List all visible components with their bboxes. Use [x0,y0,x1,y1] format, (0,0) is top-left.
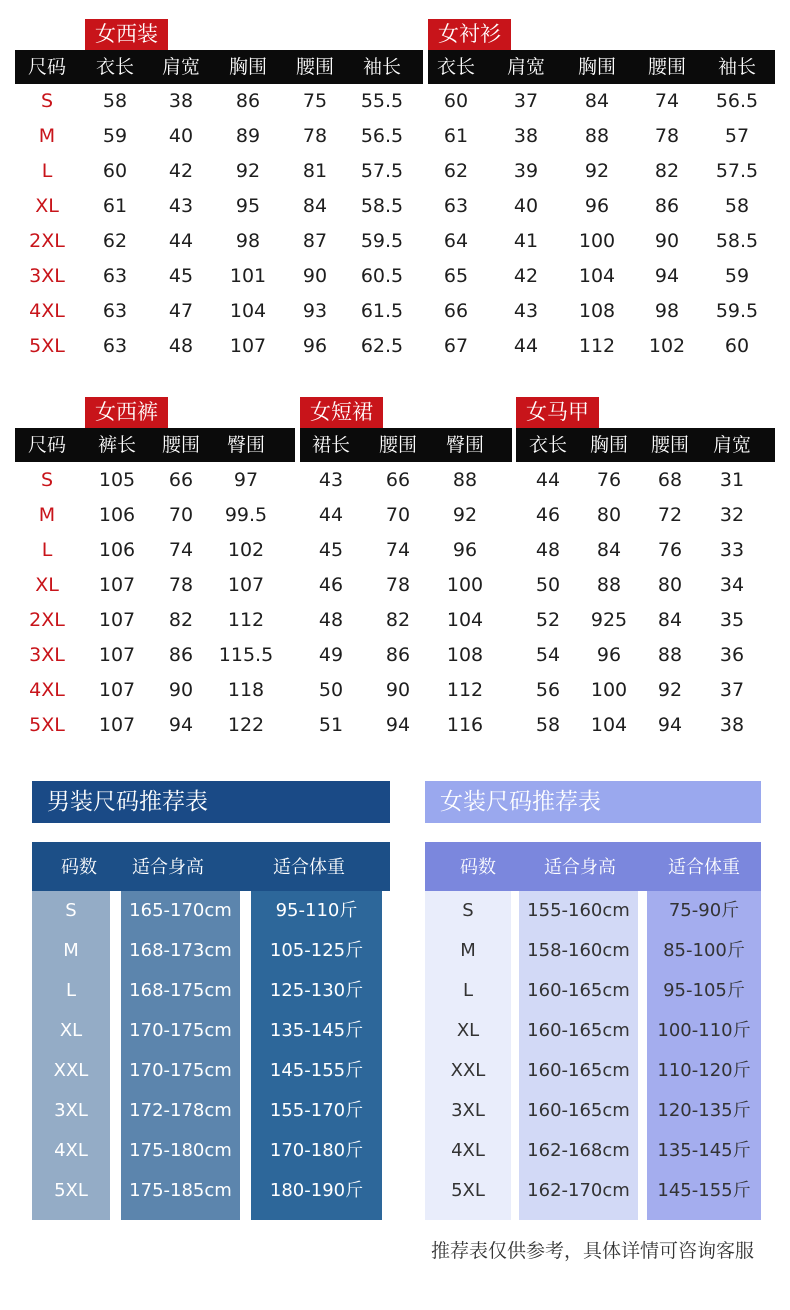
skirt-header-1: 腰围 [378,434,417,456]
vest-cell: 76 [596,469,622,491]
men_rec-cell: M [63,940,79,961]
vest-cell: 50 [535,574,561,596]
pants-cell: 107 [98,644,136,666]
skirt-cell: 43 [318,469,344,491]
shirt-cell: 38 [513,125,539,147]
shirt-cell: 98 [654,300,680,322]
suit-cell: 92 [235,160,261,182]
men_rec-cell: 95-110斤 [275,900,358,921]
men_rec-cell: 125-130斤 [269,980,364,1001]
shirt-cell: 42 [513,265,539,287]
shirt-cell: 86 [654,195,680,217]
skirt-cell: 78 [385,574,411,596]
shirt-title-label: 女衬衫 [428,19,511,50]
suit-cell: 107 [229,335,267,357]
shirt-cell: 57.5 [715,160,759,182]
vest-cell: 58 [535,714,561,736]
shirt-cell: 37 [513,90,539,112]
shirt-cell: 100 [578,230,616,252]
suit-cell: 75 [302,90,328,112]
top-size-3xl: 3XL [29,265,65,287]
women_rec-cell: 95-105斤 [663,980,745,1001]
vest-cell: 84 [596,539,622,561]
shirt-cell: 94 [654,265,680,287]
men_rec-cell: 172-178cm [129,1100,232,1121]
women_rec-cell: 162-170cm [527,1180,630,1201]
vest-title-label: 女马甲 [516,397,599,428]
shirt-cell: 82 [654,160,680,182]
pants-cell: 107 [98,609,136,631]
skirt-cell: 94 [385,714,411,736]
skirt-cell: 44 [318,504,344,526]
suit-cell: 87 [302,230,328,252]
skirt-cell: 92 [452,504,478,526]
women_rec-cell: 120-135斤 [657,1100,751,1121]
women_rec-cell: 160-165cm [527,980,630,1001]
women_rec-cell: 100-110斤 [657,1020,751,1041]
suit-cell: 101 [229,265,267,287]
men_rec-cell: S [65,900,77,921]
skirt-cell: 90 [385,679,411,701]
skirt-cell: 66 [385,469,411,491]
shirt-cell: 78 [654,125,680,147]
shirt-cell: 92 [584,160,610,182]
vest-cell: 48 [535,539,561,561]
shirt-cell: 90 [654,230,680,252]
pants-cell: 90 [168,679,194,701]
shirt-cell: 40 [513,195,539,217]
suit-cell: 45 [168,265,194,287]
suit-cell: 96 [302,335,328,357]
skirt-cell: 74 [385,539,411,561]
pants-cell: 94 [168,714,194,736]
women_rec-header-2: 适合体重 [668,857,740,878]
suit-cell: 43 [168,195,194,217]
vest-cell: 88 [596,574,622,596]
men_rec-cell: L [65,980,77,1001]
men_rec-cell: 175-180cm [129,1140,232,1161]
vest-cell: 100 [590,679,628,701]
vest-cell: 72 [657,504,683,526]
pants-header-1: 腰围 [161,434,200,456]
footer-note: 推荐表仅供参考，具体详情可咨询客服 [430,1240,754,1262]
suit-cell: 98 [235,230,261,252]
vest-cell: 76 [657,539,683,561]
vest-cell: 33 [719,539,745,561]
men_rec-cell: 175-185cm [129,1180,232,1201]
suit-cell: 81 [302,160,328,182]
vest-cell: 84 [657,609,683,631]
skirt-cell: 50 [318,679,344,701]
men_rec-cell: 5XL [54,1180,88,1201]
pants-cell: 97 [233,469,259,491]
men_rec-header-0: 码数 [61,857,97,878]
vest-cell: 35 [719,609,745,631]
pants-cell: 107 [98,714,136,736]
shirt-header-3: 腰围 [647,56,686,78]
suit-cell: 40 [168,125,194,147]
vest-cell: 925 [590,609,628,631]
skirt-cell: 96 [452,539,478,561]
women_rec-cell: 160-165cm [527,1100,630,1121]
shirt-cell: 43 [513,300,539,322]
suit-cell: 78 [302,125,328,147]
top-size-s: S [40,90,54,112]
vest-cell: 38 [719,714,745,736]
suit-cell: 57.5 [360,160,404,182]
top-size-4xl: 4XL [29,300,65,322]
bottom-size-header: 尺码 [27,434,66,456]
shirt-cell: 84 [584,90,610,112]
suit-header-2: 胸围 [228,56,267,78]
shirt-cell: 59 [724,265,750,287]
skirt-cell: 46 [318,574,344,596]
top-size-2xl: 2XL [29,230,65,252]
suit-cell: 90 [302,265,328,287]
bottom-size-2xl: 2XL [29,609,65,631]
men_rec-cell: 4XL [54,1140,88,1161]
vest-cell: 31 [719,469,745,491]
pants-cell: 112 [227,609,265,631]
pants-header-2: 臀围 [226,434,265,456]
skirt-title-label: 女短裙 [300,397,383,428]
skirt-cell: 108 [446,644,484,666]
women_rec-banner: 女装尺码推荐表 [425,781,761,823]
vest-cell: 96 [596,644,622,666]
pants-cell: 122 [227,714,265,736]
vest-cell: 88 [657,644,683,666]
top-size-l: L [41,160,53,182]
skirt-header-0: 裙长 [311,434,350,456]
suit-cell: 61.5 [360,300,404,322]
skirt-cell: 82 [385,609,411,631]
bottom-size-3xl: 3XL [29,644,65,666]
shirt-header-0: 衣长 [436,56,475,78]
women_rec-header-0: 码数 [460,857,496,878]
suit-cell: 48 [168,335,194,357]
women_rec-cell: 75-90斤 [668,900,740,921]
suit-cell: 63 [102,300,128,322]
skirt-cell: 45 [318,539,344,561]
shirt-cell: 62 [443,160,469,182]
vest-cell: 80 [596,504,622,526]
suit-header-3: 腰围 [295,56,334,78]
shirt-cell: 60 [724,335,750,357]
shirt-header-1: 肩宽 [506,56,545,78]
suit-header-4: 袖长 [362,56,401,78]
vest-cell: 46 [535,504,561,526]
men_rec-banner: 男装尺码推荐表 [32,781,390,823]
women_rec-cell: 4XL [451,1140,485,1161]
suit-cell: 55.5 [360,90,404,112]
pants-header-0: 裤长 [97,434,136,456]
men_rec-cell: 168-173cm [129,940,232,961]
suit-cell: 47 [168,300,194,322]
suit-header-1: 肩宽 [161,56,200,78]
skirt-cell: 88 [452,469,478,491]
men_rec-cell: 135-145斤 [269,1020,364,1041]
pants-cell: 107 [98,574,136,596]
suit-header-0: 衣长 [95,56,134,78]
suit-cell: 95 [235,195,261,217]
women_rec-cell: 162-168cm [527,1140,630,1161]
vest-header-3: 肩宽 [712,434,751,456]
shirt-cell: 96 [584,195,610,217]
men_rec-cell: 145-155斤 [269,1060,364,1081]
shirt-cell: 56.5 [715,90,759,112]
shirt-cell: 58.5 [715,230,759,252]
bottom-size-l: L [41,539,53,561]
top-size-xl: XL [35,195,59,217]
shirt-header-2: 胸围 [577,56,616,78]
shirt-cell: 60 [443,90,469,112]
vest-cell: 52 [535,609,561,631]
skirt-cell: 49 [318,644,344,666]
vest-header-0: 衣长 [528,434,567,456]
skirt-cell: 104 [446,609,484,631]
shirt-header-4: 袖长 [717,56,756,78]
pants-cell: 78 [168,574,194,596]
vest-cell: 44 [535,469,561,491]
shirt-cell: 88 [584,125,610,147]
shirt-cell: 63 [443,195,469,217]
shirt-cell: 108 [578,300,616,322]
skirt-header-2: 臀围 [445,434,484,456]
pants-cell: 115.5 [218,644,274,666]
suit-cell: 38 [168,90,194,112]
vest-cell: 36 [719,644,745,666]
women_rec-cell: 160-165cm [527,1060,630,1081]
suit-cell: 63 [102,265,128,287]
pants-cell: 105 [98,469,136,491]
suit-cell: 62.5 [360,335,404,357]
shirt-cell: 65 [443,265,469,287]
suit-cell: 61 [102,195,128,217]
pants-cell: 107 [98,679,136,701]
men_rec-cell: 180-190斤 [269,1180,364,1201]
vest-cell: 32 [719,504,745,526]
men_rec-header-1: 适合身高 [132,857,204,878]
women_rec-cell: 110-120斤 [657,1060,751,1081]
suit-cell: 86 [235,90,261,112]
women_rec-cell: XXL [450,1060,486,1081]
pants-cell: 106 [98,539,136,561]
suit-cell: 59.5 [360,230,404,252]
vest-cell: 37 [719,679,745,701]
suit-cell: 62 [102,230,128,252]
suit-cell: 63 [102,335,128,357]
suit-cell: 93 [302,300,328,322]
women_rec-cell: 135-145斤 [657,1140,751,1161]
shirt-cell: 61 [443,125,469,147]
women_rec-cell: 3XL [451,1100,485,1121]
vest-cell: 94 [657,714,683,736]
suit-cell: 89 [235,125,261,147]
pants-cell: 106 [98,504,136,526]
pants-cell: 102 [227,539,265,561]
men_rec-cell: 168-175cm [129,980,232,1001]
skirt-cell: 51 [318,714,344,736]
suit-cell: 42 [168,160,194,182]
women_rec-cell: M [460,940,476,961]
shirt-cell: 74 [654,90,680,112]
suit-cell: 60 [102,160,128,182]
men_rec-cell: 105-125斤 [269,940,364,961]
top-size-m: M [38,125,56,147]
women_rec-cell: XL [456,1020,480,1041]
men_rec-cell: 3XL [54,1100,88,1121]
suit-cell: 84 [302,195,328,217]
shirt-cell: 112 [578,335,616,357]
skirt-cell: 86 [385,644,411,666]
pants-cell: 107 [227,574,265,596]
pants-title-label: 女西裤 [85,397,168,428]
men_rec-cell: 170-180斤 [269,1140,364,1161]
vest-cell: 68 [657,469,683,491]
suit-cell: 104 [229,300,267,322]
pants-cell: 66 [168,469,194,491]
shirt-cell: 67 [443,335,469,357]
men_rec-header-2: 适合体重 [273,857,345,878]
vest-header-2: 腰围 [650,434,689,456]
vest-cell: 56 [535,679,561,701]
vest-cell: 80 [657,574,683,596]
women_rec-cell: 145-155斤 [657,1180,751,1201]
pants-cell: 82 [168,609,194,631]
vest-cell: 104 [590,714,628,736]
women_rec-cell: 155-160cm [527,900,630,921]
skirt-cell: 112 [446,679,484,701]
men_rec-cell: 170-175cm [129,1020,232,1041]
men_rec-cell: 170-175cm [129,1060,232,1081]
shirt-cell: 57 [724,125,750,147]
skirt-cell: 100 [446,574,484,596]
bottom-size-4xl: 4XL [29,679,65,701]
skirt-cell: 48 [318,609,344,631]
women_rec-cell: 85-100斤 [663,940,745,961]
women_rec-cell: 5XL [451,1180,485,1201]
pants-cell: 74 [168,539,194,561]
men_rec-cell: XXL [53,1060,89,1081]
suit-cell: 59 [102,125,128,147]
shirt-cell: 104 [578,265,616,287]
bottom-size-xl: XL [35,574,59,596]
men_rec-cell: 155-170斤 [269,1100,364,1121]
top-size-header: 尺码 [27,56,66,78]
shirt-cell: 39 [513,160,539,182]
shirt-cell: 58 [724,195,750,217]
women_rec-cell: 158-160cm [527,940,630,961]
men_rec-cell: 165-170cm [129,900,232,921]
women_rec-cell: S [462,900,474,921]
vest-cell: 92 [657,679,683,701]
shirt-cell: 64 [443,230,469,252]
suit-cell: 58.5 [360,195,404,217]
shirt-cell: 102 [648,335,686,357]
shirt-cell: 66 [443,300,469,322]
men_rec-cell: XL [59,1020,83,1041]
vest-header-1: 胸围 [589,434,628,456]
pants-cell: 118 [227,679,265,701]
shirt-cell: 44 [513,335,539,357]
suit-cell: 44 [168,230,194,252]
bottom-size-5xl: 5XL [29,714,65,736]
pants-cell: 86 [168,644,194,666]
shirt-cell: 59.5 [715,300,759,322]
pants-cell: 70 [168,504,194,526]
women_rec-cell: 160-165cm [527,1020,630,1041]
suit-title-label: 女西装 [85,19,168,50]
women_rec-header-1: 适合身高 [544,857,616,878]
suit-cell: 56.5 [360,125,404,147]
skirt-cell: 70 [385,504,411,526]
suit-cell: 58 [102,90,128,112]
pants-cell: 99.5 [224,504,268,526]
vest-cell: 34 [719,574,745,596]
suit-cell: 60.5 [360,265,404,287]
top-size-5xl: 5XL [29,335,65,357]
bottom-size-m: M [38,504,56,526]
skirt-cell: 116 [446,714,484,736]
women_rec-cell: L [462,980,474,1001]
vest-cell: 54 [535,644,561,666]
bottom-size-s: S [40,469,54,491]
shirt-cell: 41 [513,230,539,252]
